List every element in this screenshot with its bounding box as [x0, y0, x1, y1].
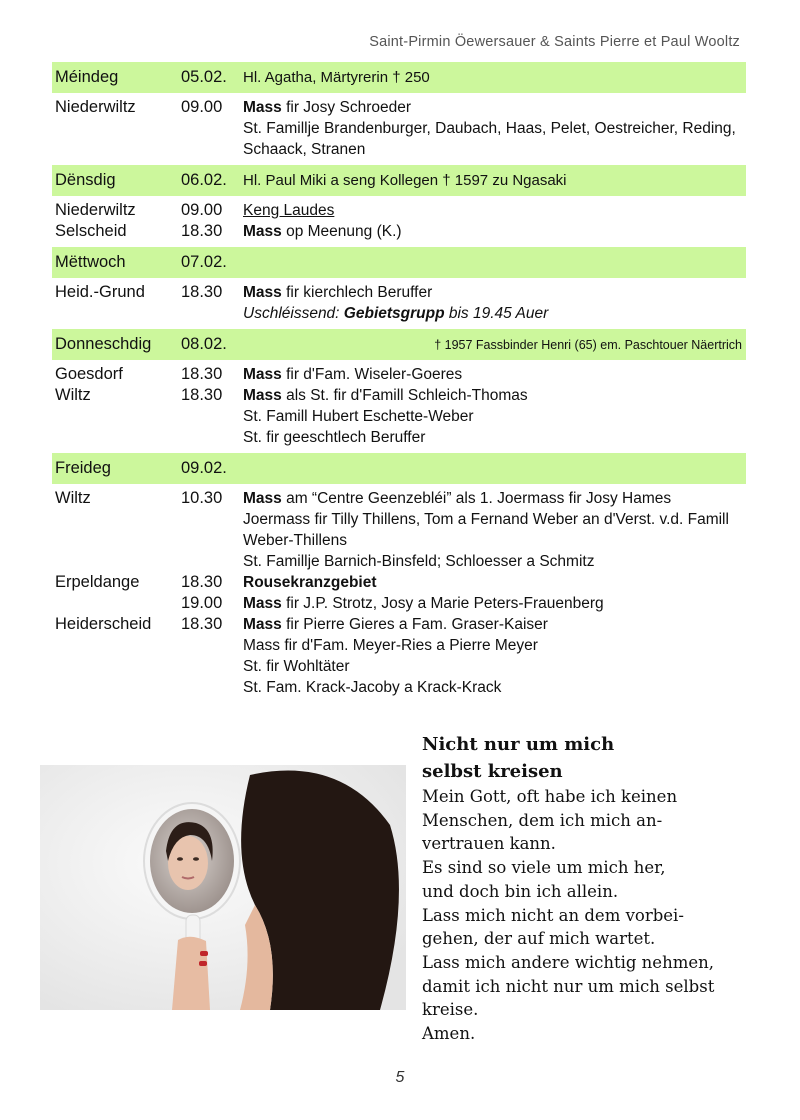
day-date: 07.02. — [181, 253, 227, 271]
service-detail: fir d'Fam. Wiseler-Goeres — [281, 366, 463, 383]
day-feast: Hl. Paul Miki a seng Kollegen † 1597 zu Ngasaki — [243, 172, 567, 189]
poem-line: und doch bin ich allein. — [422, 881, 619, 901]
schedule-line — [52, 593, 746, 614]
poem-line: Amen. — [422, 1024, 476, 1044]
service-text — [243, 200, 746, 221]
service-text — [243, 572, 746, 593]
service-text — [243, 551, 746, 572]
day-name: Méindeg — [55, 68, 119, 86]
schedule-line — [52, 572, 746, 593]
place — [52, 509, 181, 530]
place: Heid.-Grund — [55, 283, 145, 301]
place — [52, 118, 181, 139]
place: Wiltz — [55, 386, 91, 404]
service-text — [243, 139, 746, 160]
poem-line: Lass mich andere wichtig nehmen, — [422, 952, 714, 972]
time: 10.30 — [181, 489, 223, 507]
poem-line: gehen, der auf mich wartet. — [422, 929, 656, 949]
schedule-line — [52, 221, 746, 242]
place: Niederwiltz — [55, 201, 136, 219]
day-header — [52, 329, 746, 360]
place — [52, 139, 181, 160]
place — [52, 427, 181, 448]
schedule-line — [52, 488, 746, 509]
service-text — [243, 488, 746, 509]
day-name: Dënsdig — [55, 171, 116, 189]
schedule-line — [52, 200, 746, 221]
place: Niederwiltz — [55, 98, 136, 116]
service-text — [243, 593, 746, 614]
service-detail: St. fir Wohltäter — [243, 658, 350, 675]
follow-up-note: Uschléissend: Gebietsgrupp bis 19.45 Auer — [243, 305, 549, 322]
photo-illustration — [40, 765, 406, 1010]
service-text — [243, 282, 746, 303]
time — [181, 656, 243, 677]
place — [52, 551, 181, 572]
schedule-line — [52, 139, 746, 160]
poem-line: Lass mich nicht an dem vorbei- — [422, 905, 684, 925]
day-entries — [52, 484, 746, 703]
service-text — [243, 97, 746, 118]
mass-schedule — [52, 62, 746, 703]
service-detail: St. fir geeschtlech Beruffer — [243, 429, 426, 446]
service-detail: St. Famillje Barnich-Binsfeld; Schloesser a Schmitz — [243, 553, 595, 570]
day-feast: Hl. Agatha, Märtyrerin † 250 — [243, 69, 430, 86]
time — [181, 139, 243, 160]
service-text — [243, 406, 746, 427]
time: 18.30 — [181, 222, 223, 240]
day-date: 05.02. — [181, 68, 227, 86]
poem-line: damit ich nicht nur um mich selbst — [422, 976, 715, 996]
time — [181, 509, 243, 530]
time — [181, 427, 243, 448]
place — [52, 656, 181, 677]
service-detail: Joermass fir Tilly Thillens, Tom a Fernand Weber an d'Verst. v.d. Famill — [243, 511, 729, 528]
page-number: 5 — [395, 1069, 405, 1086]
service-text — [243, 530, 746, 551]
time — [181, 530, 243, 551]
poem-line: Es sind so viele um mich her, — [422, 858, 666, 878]
service-detail: St. Fam. Krack-Jacoby a Krack-Krack — [243, 679, 502, 696]
place — [52, 635, 181, 656]
place — [52, 303, 181, 324]
service-detail: Schaack, Stranen — [243, 141, 366, 158]
service-text — [243, 385, 746, 406]
schedule-line — [52, 118, 746, 139]
schedule-line — [52, 385, 746, 406]
service-type: Mass — [243, 616, 282, 633]
schedule-line — [52, 509, 746, 530]
service-text — [243, 303, 746, 324]
service-text — [243, 221, 746, 242]
schedule-line — [52, 97, 746, 118]
day-header — [52, 62, 746, 93]
schedule-line — [52, 282, 746, 303]
service-text — [243, 656, 746, 677]
schedule-line — [52, 677, 746, 698]
service-type: Mass — [243, 387, 282, 404]
schedule-line — [52, 614, 746, 635]
day-date: 06.02. — [181, 171, 227, 189]
service-detail: am “Centre Geenzebléi” als 1. Joermass fir Josy Hames — [281, 490, 672, 507]
service-detail: St. Famillje Brandenburger, Daubach, Haas, Pelet, Oestreicher, Reding, — [243, 120, 736, 137]
poem-line: Mein Gott, oft habe ich keinen — [422, 787, 678, 806]
service-text — [243, 677, 746, 698]
time: 19.00 — [181, 594, 223, 612]
service-type: Mass — [243, 595, 282, 612]
service-text — [243, 635, 746, 656]
schedule-line — [52, 406, 746, 427]
service-type: Mass — [243, 490, 282, 507]
time: 18.30 — [181, 283, 223, 301]
schedule-line — [52, 551, 746, 572]
day-entries — [52, 278, 746, 329]
service-type: Mass — [243, 366, 282, 383]
service-text — [243, 427, 746, 448]
service-type: Mass — [243, 223, 282, 240]
day-note: † 1957 Fassbinder Henri (65) em. Paschtouer Näertrich — [434, 337, 742, 352]
time — [181, 303, 243, 324]
schedule-line — [52, 364, 746, 385]
woman-mirror-photo — [40, 765, 406, 1010]
day-name: Freideg — [55, 459, 111, 477]
day-header — [52, 247, 746, 278]
day-entries — [52, 360, 746, 453]
day-date: 08.02. — [181, 335, 227, 353]
service-text — [243, 364, 746, 385]
page-header: Saint-Pirmin Öewersauer & Saints Pierre et Paul Wooltz — [369, 34, 740, 50]
poem-line: kreise. — [422, 1000, 479, 1020]
service-text — [243, 614, 746, 635]
service-detail: Weber-Thillens — [243, 532, 347, 549]
poem-title-line-2: selbst kreisen — [422, 761, 563, 782]
service-detail: fir kierchlech Beruffer — [281, 284, 433, 301]
time: 09.00 — [181, 98, 223, 116]
place: Wiltz — [55, 489, 91, 507]
time: 09.00 — [181, 201, 223, 219]
time: 18.30 — [181, 573, 223, 591]
service-text — [243, 509, 746, 530]
schedule-line — [52, 635, 746, 656]
service-text — [243, 118, 746, 139]
service-detail: St. Famill Hubert Eschette-Weber — [243, 408, 474, 425]
time — [181, 635, 243, 656]
service-detail: fir J.P. Strotz, Josy a Marie Peters-Frauenberg — [281, 595, 604, 612]
schedule-line — [52, 656, 746, 677]
time — [181, 406, 243, 427]
schedule-line — [52, 530, 746, 551]
poem-line: Menschen, dem ich mich an- — [422, 810, 663, 830]
place — [52, 530, 181, 551]
place — [52, 406, 181, 427]
time: 18.30 — [181, 386, 223, 404]
time — [181, 551, 243, 572]
service-type: Mass — [243, 99, 282, 116]
place: Heiderscheid — [55, 615, 152, 633]
time — [181, 677, 243, 698]
service-detail: op Meenung (K.) — [281, 223, 402, 240]
time — [181, 118, 243, 139]
poem — [422, 731, 752, 1046]
time: 18.30 — [181, 615, 223, 633]
day-date: 09.02. — [181, 459, 227, 477]
day-entries — [52, 93, 746, 165]
place — [52, 593, 181, 614]
day-header — [52, 165, 746, 196]
service-detail: fir Pierre Gieres a Fam. Graser-Kaiser — [281, 616, 548, 633]
poem-title-line-1: Nicht nur um mich — [422, 734, 615, 755]
poem-line: vertrauen kann. — [422, 834, 556, 854]
schedule-line — [52, 427, 746, 448]
day-name: Donneschdig — [55, 335, 152, 353]
day-name: Mëttwoch — [55, 253, 126, 271]
service-detail: als St. fir d'Famill Schleich-Thomas — [281, 387, 528, 404]
place: Selscheid — [55, 222, 127, 240]
day-header — [52, 453, 746, 484]
place: Erpeldange — [55, 573, 140, 591]
service-type: Mass — [243, 284, 282, 301]
service-detail: Keng Laudes — [243, 202, 335, 219]
place — [52, 677, 181, 698]
place: Goesdorf — [55, 365, 123, 383]
schedule-line — [52, 303, 746, 324]
service-detail: fir Josy Schroeder — [281, 99, 411, 116]
service-detail: Mass fir d'Fam. Meyer-Ries a Pierre Meyer — [243, 637, 538, 654]
service-type: Rousekranzgebiet — [243, 574, 377, 591]
day-entries — [52, 196, 746, 247]
time: 18.30 — [181, 365, 223, 383]
